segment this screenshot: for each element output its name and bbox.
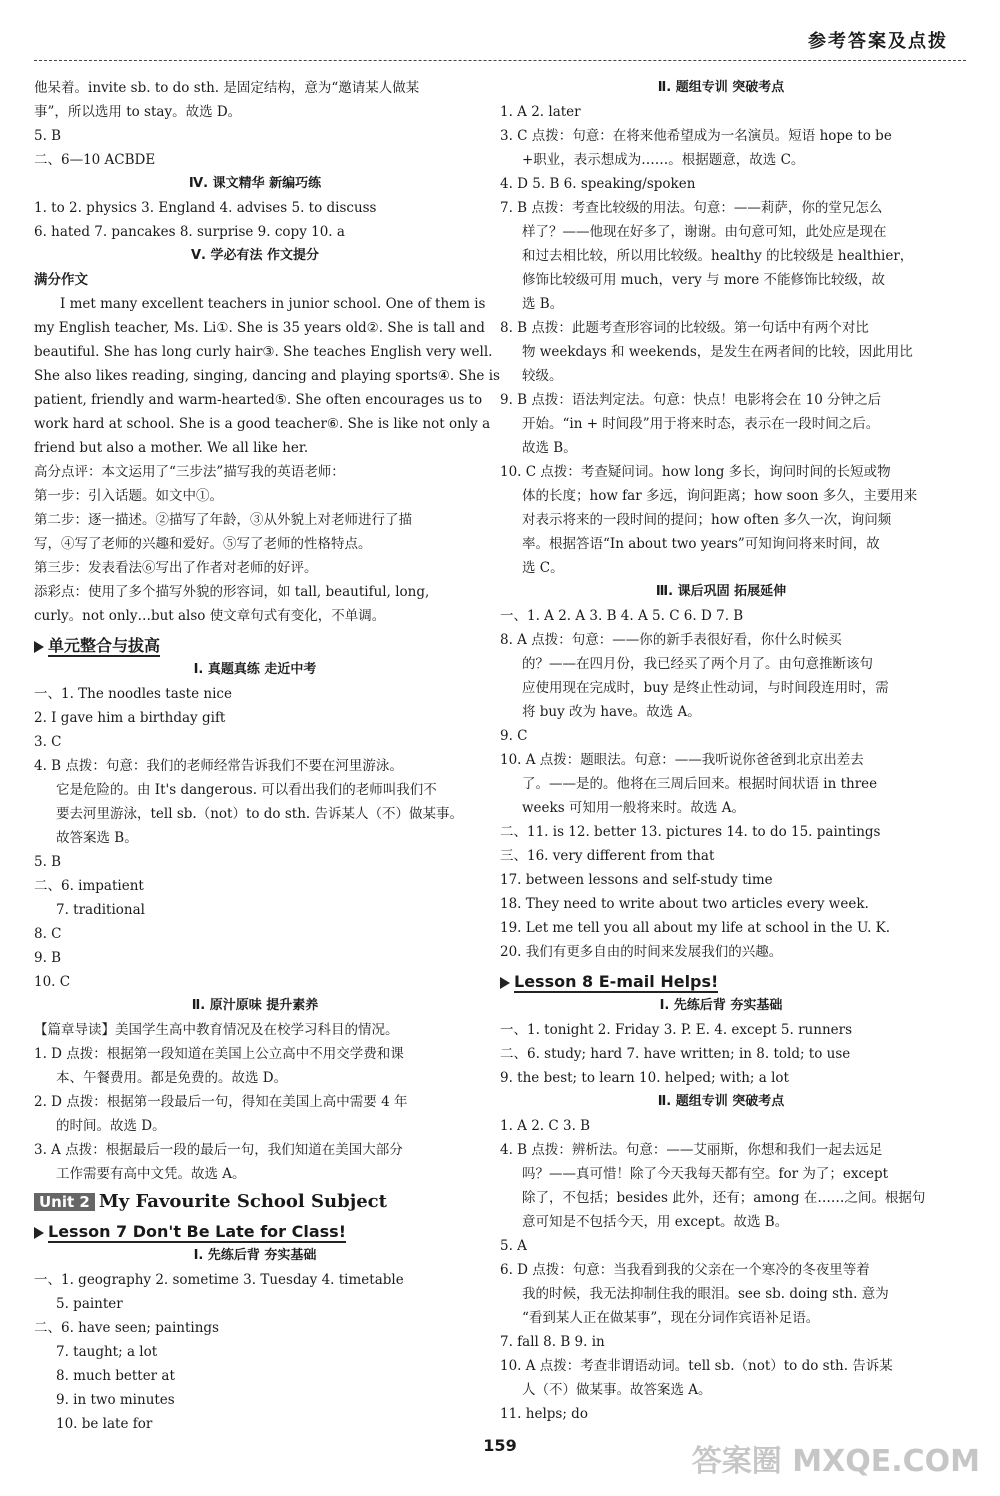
- answer-line: 写，④写了老师的兴趣和爱好。⑤写了老师的性格特点。: [34, 536, 372, 552]
- answer-line: 6. hated 7. pancakes 8. surprise 9. copy 10. a: [34, 224, 345, 240]
- answer-line: 工作需要有高中文凭。故选 A。: [56, 1166, 246, 1182]
- answer-line: 满分作文: [34, 272, 88, 288]
- answer-line: 9. in two minutes: [56, 1392, 175, 1408]
- answer-line: 它是危险的。由 It's dangerous. 可以看出我们的老师叫我们不: [56, 782, 437, 798]
- page-number: 159: [483, 1436, 517, 1455]
- section-heading: Ⅱ. 题组专训 突破考点: [657, 80, 785, 95]
- answer-line: curly。not only…but also 使文章句式有变化，不单调。: [34, 608, 386, 624]
- answer-line: 5. B: [34, 128, 62, 144]
- answer-line: 了。——是的。他将在三周后回来。根据时间状语 in three: [522, 776, 878, 792]
- answer-line: 一、1. tonight 2. Friday 3. P. E. 4. except 5. runners: [500, 1022, 853, 1038]
- answer-line: 5. A: [500, 1238, 527, 1254]
- answer-line: 3. C: [34, 734, 62, 750]
- section-heading: Ⅱ. 题组专训 突破考点: [657, 1094, 785, 1109]
- answer-line: 17. between lessons and self-study time: [500, 872, 773, 888]
- answer-line: 10. C: [34, 974, 71, 990]
- answer-line: 5. painter: [56, 1296, 123, 1312]
- answer-line: 高分点评：本文运用了“三步法”描写我的英语老师：: [34, 464, 345, 480]
- answer-line: 10. be late for: [56, 1416, 153, 1432]
- triangle-arrow-icon: [34, 1227, 44, 1239]
- section-heading: Ⅰ. 先练后背 夯实基础: [659, 998, 783, 1013]
- answer-line: 的时间。故选 D。: [56, 1118, 166, 1134]
- answer-line: 对表示将来的一段时间的提问；how often 多久一次，询问频: [522, 512, 892, 528]
- section-heading: Ⅳ. 课文精华 新编巧练: [188, 176, 322, 191]
- answer-line: 样了？——他现在好多了，谢谢。由句意可知，此处应是现在: [522, 224, 887, 240]
- answer-line: 5. B: [34, 854, 62, 870]
- answer-line: patient, friendly and warm-hearted⑤. She often encourages us to: [34, 392, 483, 408]
- answer-line: 我的时候，我无法抑制住我的眼泪。see sb. doing sth. 意为: [522, 1286, 889, 1302]
- answer-line: 故答案选 B。: [56, 830, 138, 846]
- answer-line: 吗？——真可惜！除了今天我每天都有空。for 为了；except: [522, 1166, 889, 1182]
- answer-line: 2. I gave him a birthday gift: [34, 710, 226, 726]
- answer-line: 二、6. impatient: [34, 878, 144, 894]
- answer-line: 18. They need to write about two articles every week.: [500, 896, 869, 912]
- answer-line: 7. fall 8. B 9. in: [500, 1334, 605, 1350]
- header-divider: [34, 60, 966, 61]
- answer-line: 二、6. have seen; paintings: [34, 1320, 219, 1336]
- lesson-heading: [500, 970, 942, 994]
- triangle-arrow-icon: [500, 977, 510, 989]
- answer-line: 和过去相比较，所以用比较级。healthy 的比较级是 healthier，: [522, 248, 914, 264]
- answer-line: 1. A 2. C 3. B: [500, 1118, 591, 1134]
- answer-line: 应使用现在完成时，buy 是终止性动词，与时间段连用时，需: [522, 680, 889, 696]
- answer-line: 8. A 点拨：句意：——你的新手表很好看，你什么时候买: [500, 632, 842, 648]
- answer-line: 人（不）做某事。故答案选 A。: [522, 1382, 712, 1398]
- answer-line: 9. B 点拨：语法判定法。句意：快点！电影将会在 10 分钟之后: [500, 392, 882, 408]
- page-header-title: 参考答案及点拨: [808, 31, 948, 52]
- lesson-heading: [34, 1220, 476, 1244]
- answer-line: 8. C: [34, 926, 62, 942]
- answer-line: 二、6. study; hard 7. have written; in 8. told; to use: [500, 1046, 851, 1062]
- answer-line: 他呆着。invite sb. to do sth. 是固定结构，意为“邀请某人做某: [34, 80, 420, 96]
- answer-line: 2. D 点拨：根据第一段最后一句，得知在美国上高中需要 4 年: [34, 1094, 408, 1110]
- unit-tag: Unit 2: [34, 1193, 95, 1211]
- answer-line: 事”，所以选用 to stay。故选 D。: [34, 104, 242, 120]
- answer-line: 11. helps; do: [500, 1406, 588, 1422]
- answer-line: 第二步：逐一描述。②描写了年龄，③从外貌上对老师进行了描: [34, 512, 412, 528]
- unit-heading: [34, 1190, 476, 1214]
- lesson-heading: [34, 634, 476, 658]
- answer-line: 4. B 点拨：句意：我们的老师经常告诉我们不要在河里游泳。: [34, 758, 403, 774]
- answer-line: 率。根据答语“In about two years”可知询问将来时间，故: [522, 536, 880, 552]
- answer-line: 故选 B。: [522, 440, 577, 456]
- answer-line: 7. taught; a lot: [56, 1344, 158, 1360]
- answer-line: 三、16. very different from that: [500, 848, 715, 864]
- answer-line: 一、1. A 2. A 3. B 4. A 5. C 6. D 7. B: [500, 608, 744, 624]
- lesson-heading-text: 单元整合与拔高: [48, 636, 161, 655]
- section-heading: Ⅱ. 原汁原味 提升素养: [191, 998, 319, 1013]
- answer-line: +职业，表示想成为……。根据题意，故选 C。: [522, 152, 805, 168]
- answer-line: 选 C。: [522, 560, 564, 576]
- answer-line: 一、1. geography 2. sometime 3. Tuesday 4. timetable: [34, 1272, 404, 1288]
- section-heading: Ⅲ. 课后巩固 拓展延伸: [655, 584, 787, 599]
- answer-line: 的？——在四月份，我已经买了两个月了。由句意推断该句: [522, 656, 873, 672]
- answer-line: 【篇章导读】美国学生高中教育情况及在校学习科目的情况。: [34, 1022, 399, 1038]
- answer-line: 10. A 点拨：题眼法。句意：——我听说你爸爸到北京出差去: [500, 752, 864, 768]
- answer-line: 要去河里游泳，tell sb.（not）to do sth. 告诉某人（不）做某事。: [56, 806, 463, 822]
- answer-line: 3. C 点拨：句意：在将来他希望成为一名演员。短语 hope to be: [500, 128, 892, 144]
- answer-line: She also likes reading, singing, dancing and playing sports④. She is: [34, 368, 500, 384]
- answer-line: friend but also a mother. We all like her.: [34, 440, 309, 456]
- answer-line: 添彩点：使用了多个描写外貌的形容词，如 tall, beautiful, long,: [34, 584, 430, 600]
- right-column: [500, 76, 942, 1426]
- answer-line: 7. traditional: [56, 902, 145, 918]
- answer-line: 1. to 2. physics 3. England 4. advises 5. to discuss: [34, 200, 377, 216]
- answer-line: 4. B 点拨：辨析法。句意：——艾丽斯，你想和我们一起去远足: [500, 1142, 883, 1158]
- answer-line: 1. A 2. later: [500, 104, 581, 120]
- answer-line: 10. A 点拨：考查非谓语动词。tell sb.（not）to do sth. 告诉某: [500, 1358, 893, 1374]
- answer-line: 选 B。: [522, 296, 564, 312]
- watermark-logo: 答案圈 MXQE.COM: [691, 1444, 980, 1479]
- answer-line: 9. C: [500, 728, 528, 744]
- answer-line: 二、11. is 12. better 13. pictures 14. to do 15. paintings: [500, 824, 881, 840]
- answer-line: 7. B 点拨：考查比较级的用法。句意：——莉萨，你的堂兄怎么: [500, 200, 883, 216]
- answer-line: 9. the best; to learn 10. helped; with; a lot: [500, 1070, 789, 1086]
- answer-line: “看到某人正在做某事”，现在分词作宾语补足语。: [522, 1310, 820, 1326]
- section-heading: Ⅰ. 先练后背 夯实基础: [193, 1248, 317, 1263]
- answer-line: 1. D 点拨：根据第一段知道在美国上公立高中不用交学费和课: [34, 1046, 404, 1062]
- answer-line: 开始。“in + 时间段”用于将来时态，表示在一段时间之后。: [522, 416, 880, 432]
- answer-line: 一、1. The noodles taste nice: [34, 686, 232, 702]
- left-column: [34, 76, 500, 1436]
- answer-line: 将 buy 改为 have。故选 A。: [522, 704, 701, 720]
- answer-line: 除了，不包括；besides 此外，还有；among 在……之间。根据句: [522, 1190, 926, 1206]
- answer-line: weeks 可知用一般将来时。故选 A。: [522, 800, 745, 816]
- answer-line: 10. C 点拨：考查疑问词。how long 多长，询问时间的长短或物: [500, 464, 891, 480]
- lesson-heading-text: Lesson 7 Don't Be Late for Class!: [48, 1222, 346, 1241]
- answer-line: 9. B: [34, 950, 62, 966]
- section-heading: Ⅰ. 真题真练 走近中考: [193, 662, 317, 677]
- lesson-heading-text: Lesson 8 E-mail Helps!: [514, 972, 719, 991]
- answer-line: 本、午餐费用。都是免费的。故选 D。: [56, 1070, 288, 1086]
- answer-line: 二、6—10 ACBDE: [34, 152, 156, 168]
- answer-line: 第一步：引入话题。如文中①。: [34, 488, 223, 504]
- section-heading: Ⅴ. 学必有法 作文提分: [190, 248, 320, 263]
- answer-line: work hard at school. She is a good teacher⑥. She is like not only a: [34, 416, 491, 432]
- answer-line: I met many excellent teachers in junior school. One of them is: [60, 296, 486, 312]
- answer-line: 意可知是不包括今天，用 except。故选 B。: [522, 1214, 789, 1230]
- answer-line: 8. much better at: [56, 1368, 175, 1384]
- answer-line: 较级。: [522, 368, 563, 384]
- answer-line: 3. A 点拨：根据最后一段的最后一句，我们知道在美国大部分: [34, 1142, 403, 1158]
- answer-line: 第三步：发表看法⑥写出了作者对老师的好评。: [34, 560, 318, 576]
- answer-line: 8. B 点拨：此题考查形容词的比较级。第一句话中有两个对比: [500, 320, 869, 336]
- answer-line: 物 weekdays 和 weekends，是发生在两者间的比较，因此用比: [522, 344, 913, 360]
- answer-line: my English teacher, Ms. Li①. She is 35 years old②. She is tall and: [34, 320, 485, 336]
- answer-line: 体的长度；how far 多远，询问距离；how soon 多久，主要用来: [522, 488, 918, 504]
- answer-line: 19. Let me tell you all about my life at school in the U. K.: [500, 920, 891, 936]
- answer-line: 20. 我们有更多自由的时间来发展我们的兴趣。: [500, 944, 783, 960]
- triangle-arrow-icon: [34, 641, 44, 653]
- answer-line: 修饰比较级可用 much，very 与 more 不能修饰比较级，故: [522, 272, 885, 288]
- answer-line: 6. D 点拨：句意：当我看到我的父亲在一个寒冷的冬夜里等着: [500, 1262, 870, 1278]
- answer-line: 4. D 5. B 6. speaking/spoken: [500, 176, 696, 192]
- unit-title: My Favourite School Subject: [98, 1191, 387, 1212]
- answer-line: beautiful. She has long curly hair③. She teaches English very well.: [34, 344, 493, 360]
